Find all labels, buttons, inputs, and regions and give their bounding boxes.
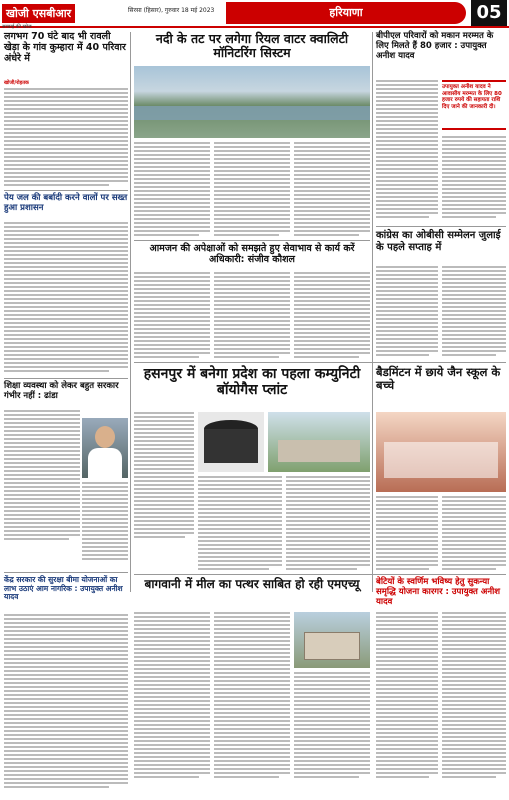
biogas-tank-photo [198, 412, 264, 472]
divider [134, 240, 370, 241]
headline-bottom-right: बेटियों के स्वर्णिम भविष्य हेतु सुकन्या समृद्धि योजना कारगर : उपायुक्त अनीश यादव [376, 577, 501, 607]
headline-center-bottom: बागवानी में मील का पत्थर साबित हो रही एमएच्यू [144, 577, 360, 591]
divider [4, 190, 128, 191]
masthead [2, 2, 122, 30]
section-title: हरियाणा [226, 2, 466, 24]
article-text [134, 272, 210, 360]
pull-quote [442, 80, 506, 130]
headline-left-4: केंद्र सरकार की सुरक्षा बीमा योजनाओं का लाभ उठाएं आम नागरिक : उपायुक्त अनीश यादव [4, 575, 123, 602]
article-text [134, 142, 210, 238]
headline-center-mid: आमजन की अपेक्षाओं को समझते हुए सेवाभाव से कार्य करें अधिकारी: संजीव कौशल [149, 243, 355, 265]
horticulture-building-photo [294, 612, 370, 668]
article-text [82, 482, 128, 562]
article-text [4, 88, 128, 188]
article-text [4, 614, 128, 790]
byline: खोजी/रोहतक [4, 80, 29, 86]
headline-top-left: लगभग 70 घंटे बाद भी रावली खेड़ा के गांव कुम्हारा में 40 परिवार अंधेरे में [4, 31, 126, 64]
issue-date: सिरसा (हिसार), गुरुवार 18 मई 2023 [128, 7, 215, 14]
article-text [376, 266, 438, 358]
article-text [294, 672, 370, 780]
headline-right-mid: कांग्रेस का ओबीसी सम्मेलन जुलाई के पहले सप्ताह में [376, 230, 501, 253]
article-text [198, 476, 282, 572]
article-text [294, 272, 370, 360]
divider [4, 378, 128, 379]
divider [134, 574, 506, 575]
article-text [376, 612, 438, 780]
article-text [376, 496, 438, 572]
column-divider [130, 32, 131, 592]
headline-center-top: नदी के तट पर लगेगा रियल वाटर क्वालिटी मॉनिटरिंग सिस्टम [155, 31, 349, 61]
headline-left-3: शिक्षा व्यवस्था को लेकर बहुत सरकार गंभीर नहीं : ढांडा [4, 381, 119, 401]
article-text [214, 272, 290, 360]
pull-quote-text: उपायुक्त अनीश यादव ने आवासीय मरम्मत के लिए 80 हजार रुपये की सहायता राशि दिए जाने की जानकारी दी। [442, 84, 502, 110]
article-text [376, 80, 438, 220]
headline-left-2: पेय जल की बर्बादी करने वालों पर सख्त हुआ प्रशासन [4, 193, 128, 213]
page-header [0, 0, 509, 28]
article-text [442, 136, 506, 220]
masthead-title: खोजी एसबीआर [2, 4, 75, 23]
headline-right-top: बीपीएल परिवारों को मकान मरम्मत के लिए मिलते हैं 80 हजार : उपायुक्त अनीश यादव [376, 31, 494, 61]
article-text [442, 266, 506, 358]
divider [4, 572, 128, 573]
masthead-subtitle: सच्चाई की खोज [2, 24, 32, 30]
article-text [214, 142, 290, 238]
article-text [134, 612, 210, 780]
article-text [134, 412, 194, 540]
article-text [294, 142, 370, 238]
portrait-photo [82, 418, 128, 478]
article-text [286, 476, 370, 572]
divider [376, 226, 506, 227]
column-divider [372, 32, 373, 592]
article-text [442, 612, 506, 780]
article-text [442, 496, 506, 572]
article-text [4, 410, 80, 542]
badminton-group-photo [376, 412, 506, 492]
divider [134, 362, 506, 363]
headline-center-big: हसनपुर में बनेगा प्रदेश का पहला कम्युनिटी बॉयोगैस प्लांट [143, 366, 361, 399]
headline-right-big: बैडमिंटन में छाये जैन स्कूल के बच्चे [376, 365, 501, 393]
article-text [214, 612, 290, 780]
article-text [4, 222, 128, 374]
page-number: 05 [471, 0, 507, 26]
plant-site-photo [268, 412, 370, 472]
river-photo [134, 66, 370, 138]
